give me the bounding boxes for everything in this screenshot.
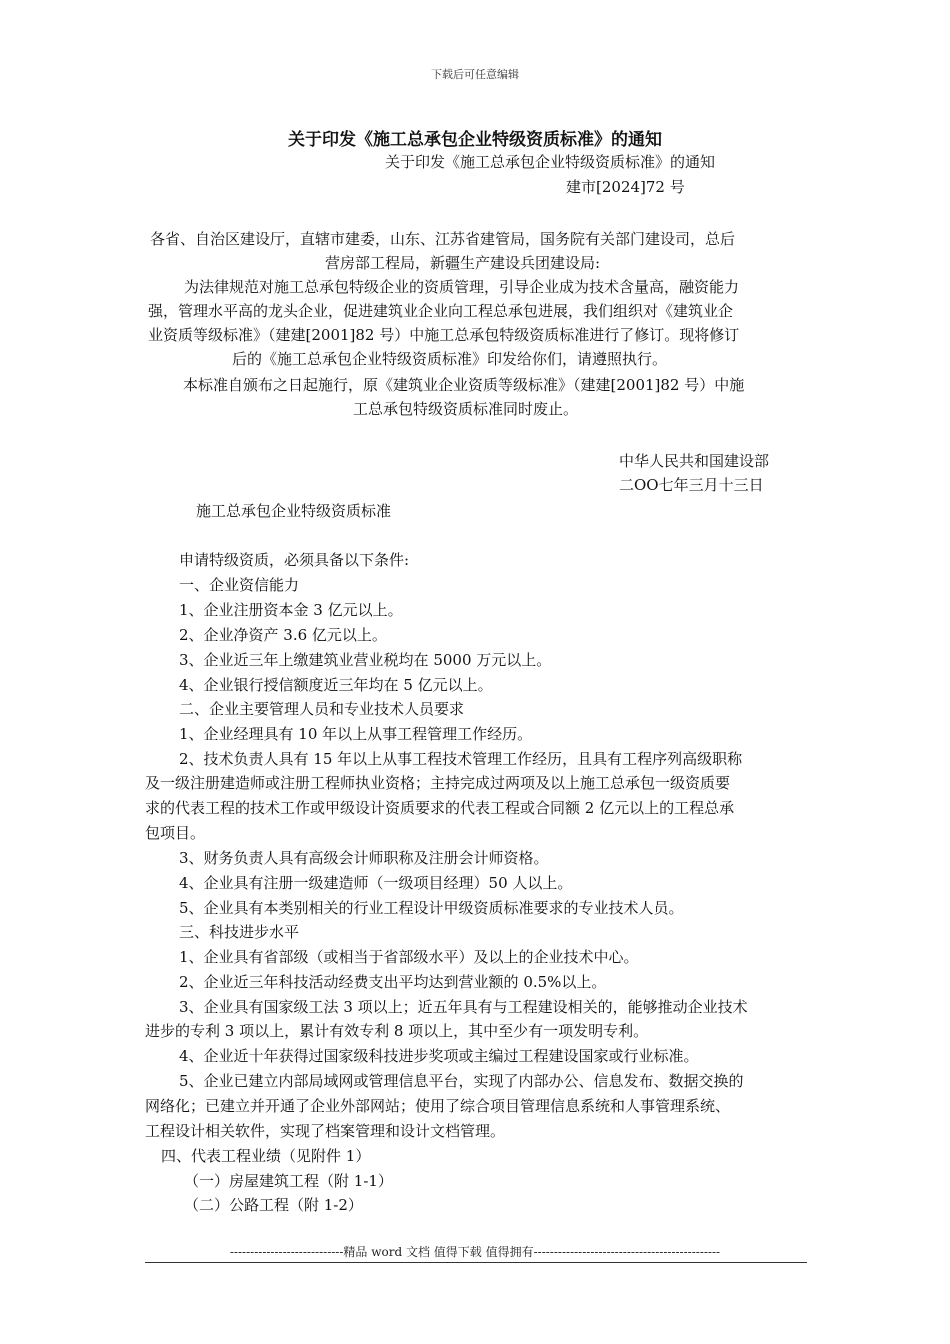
section-1-item-2: 2、企业净资产 3.6 亿元以上。 [179, 626, 387, 644]
para2-line-1: 本标准自颁布之日起施行，原《建筑业企业资质等级标准》（建建[2001]82 号）中施 [183, 376, 745, 394]
section-4-item-2: （二）公路工程（附 1-2） [184, 1196, 363, 1214]
section-2-item-4: 4、企业具有注册一级建造师（一级项目经理）50 人以上。 [179, 874, 573, 892]
signature-date: 二OO七年三月十三日 [619, 476, 764, 494]
section-3-item-3-line-2: 进步的专利 3 项以上，累计有效专利 8 项以上，其中至少有一项发明专利。 [145, 1022, 649, 1040]
section-2-heading: 二、企业主要管理人员和专业技术人员要求 [179, 700, 465, 718]
section-1-item-4: 4、企业银行授信额度近三年均在 5 亿元以上。 [179, 676, 493, 694]
section-3-heading: 三、科技进步水平 [179, 923, 300, 941]
recipients-line-2: 营房部工程局，新疆生产建设兵团建设局: [325, 254, 601, 272]
section-2-item-2-line-1: 2、技术负责人具有 15 年以上从事工程技术管理工作经历，且具有工程序列高级职称 [179, 750, 743, 768]
page-footer: ----------------------------精品 word 文档 值得下载 值得拥有---------------------------------------------- [229, 1245, 721, 1259]
section-3-item-2: 2、企业近三年科技活动经费支出平均达到营业额的 0.5%以上。 [179, 973, 607, 991]
document-subtitle: 关于印发《施工总承包企业特级资质标准》的通知 [385, 153, 716, 171]
section-2-item-2-line-2: 及一级注册建造师或注册工程师执业资格；主持完成过两项及以上施工总承包一级资质要 [145, 774, 731, 792]
signature-org: 中华人民共和国建设部 [619, 452, 770, 470]
section-1-heading: 一、企业资信能力 [179, 576, 300, 594]
standard-title: 施工总承包企业特级资质标准 [196, 502, 392, 520]
para1-line-3: 业资质等级标准》（建建[2001]82 号）中施工总承包特级资质标准进行了修订。现将修订 [148, 326, 740, 344]
footer-divider [145, 1262, 807, 1263]
para2-line-2: 工总承包特级资质标准同时废止。 [353, 400, 579, 418]
section-3-item-3-line-1: 3、企业具有国家级工法 3 项以上；近五年具有与工程建设相关的，能够推动企业技术 [179, 998, 748, 1016]
para1-line-1: 为法律规范对施工总承包特级企业的资质管理，引导企业成为技术含量高，融资能力 [184, 278, 740, 296]
body-intro: 申请特级资质，必须具备以下条件: [179, 551, 410, 569]
document-title: 关于印发《施工总承包企业特级资质标准》的通知 [288, 130, 662, 150]
section-1-item-1: 1、企业注册资本金 3 亿元以上。 [179, 601, 403, 619]
para1-line-2: 强，管理水平高的龙头企业，促进建筑业企业向工程总承包进展，我们组织对《建筑业企 [148, 302, 734, 320]
section-3-item-5-line-2: 网络化；已建立并开通了企业外部网站；使用了综合项目管理信息系统和人事管理系统、 [145, 1097, 731, 1115]
section-2-item-2-line-4: 包项目。 [145, 824, 206, 842]
section-3-item-5-line-3: 工程设计相关软件，实现了档案管理和设计文档管理。 [145, 1122, 506, 1140]
section-3-item-4: 4、企业近十年获得过国家级科技进步奖项或主编过工程建设国家或行业标准。 [179, 1047, 699, 1065]
document-number: 建市[2024]72 号 [566, 178, 685, 196]
para1-line-4: 后的《施工总承包企业特级资质标准》印发给你们，请遵照执行。 [232, 350, 668, 368]
section-3-item-1: 1、企业具有省部级（或相当于省部级水平）及以上的企业技术中心。 [179, 948, 639, 966]
section-1-item-3: 3、企业近三年上缴建筑业营业税均在 5000 万元以上。 [179, 651, 552, 669]
page-header: 下载后可任意编辑 [431, 68, 519, 81]
section-2-item-2-line-3: 求的代表工程的技术工作或甲级设计资质要求的代表工程或合同额 2 亿元以上的工程总承 [145, 799, 735, 817]
section-4-item-1: （一）房屋建筑工程（附 1-1） [184, 1172, 393, 1190]
recipients-line-1: 各省、自治区建设厅，直辖市建委，山东、江苏省建管局，国务院有关部门建设司，总后 [150, 230, 736, 248]
section-2-item-1: 1、企业经理具有 10 年以上从事工程管理工作经历。 [179, 725, 533, 743]
section-3-item-5-line-1: 5、企业已建立内部局域网或管理信息平台，实现了内部办公、信息发布、数据交换的 [179, 1072, 744, 1090]
section-4-heading: 四、代表工程业绩（见附件 1） [161, 1147, 371, 1165]
section-2-item-3: 3、财务负责人具有高级会计师职称及注册会计师资格。 [179, 849, 549, 867]
section-2-item-5: 5、企业具有本类别相关的行业工程设计甲级资质标准要求的专业技术人员。 [179, 899, 684, 917]
